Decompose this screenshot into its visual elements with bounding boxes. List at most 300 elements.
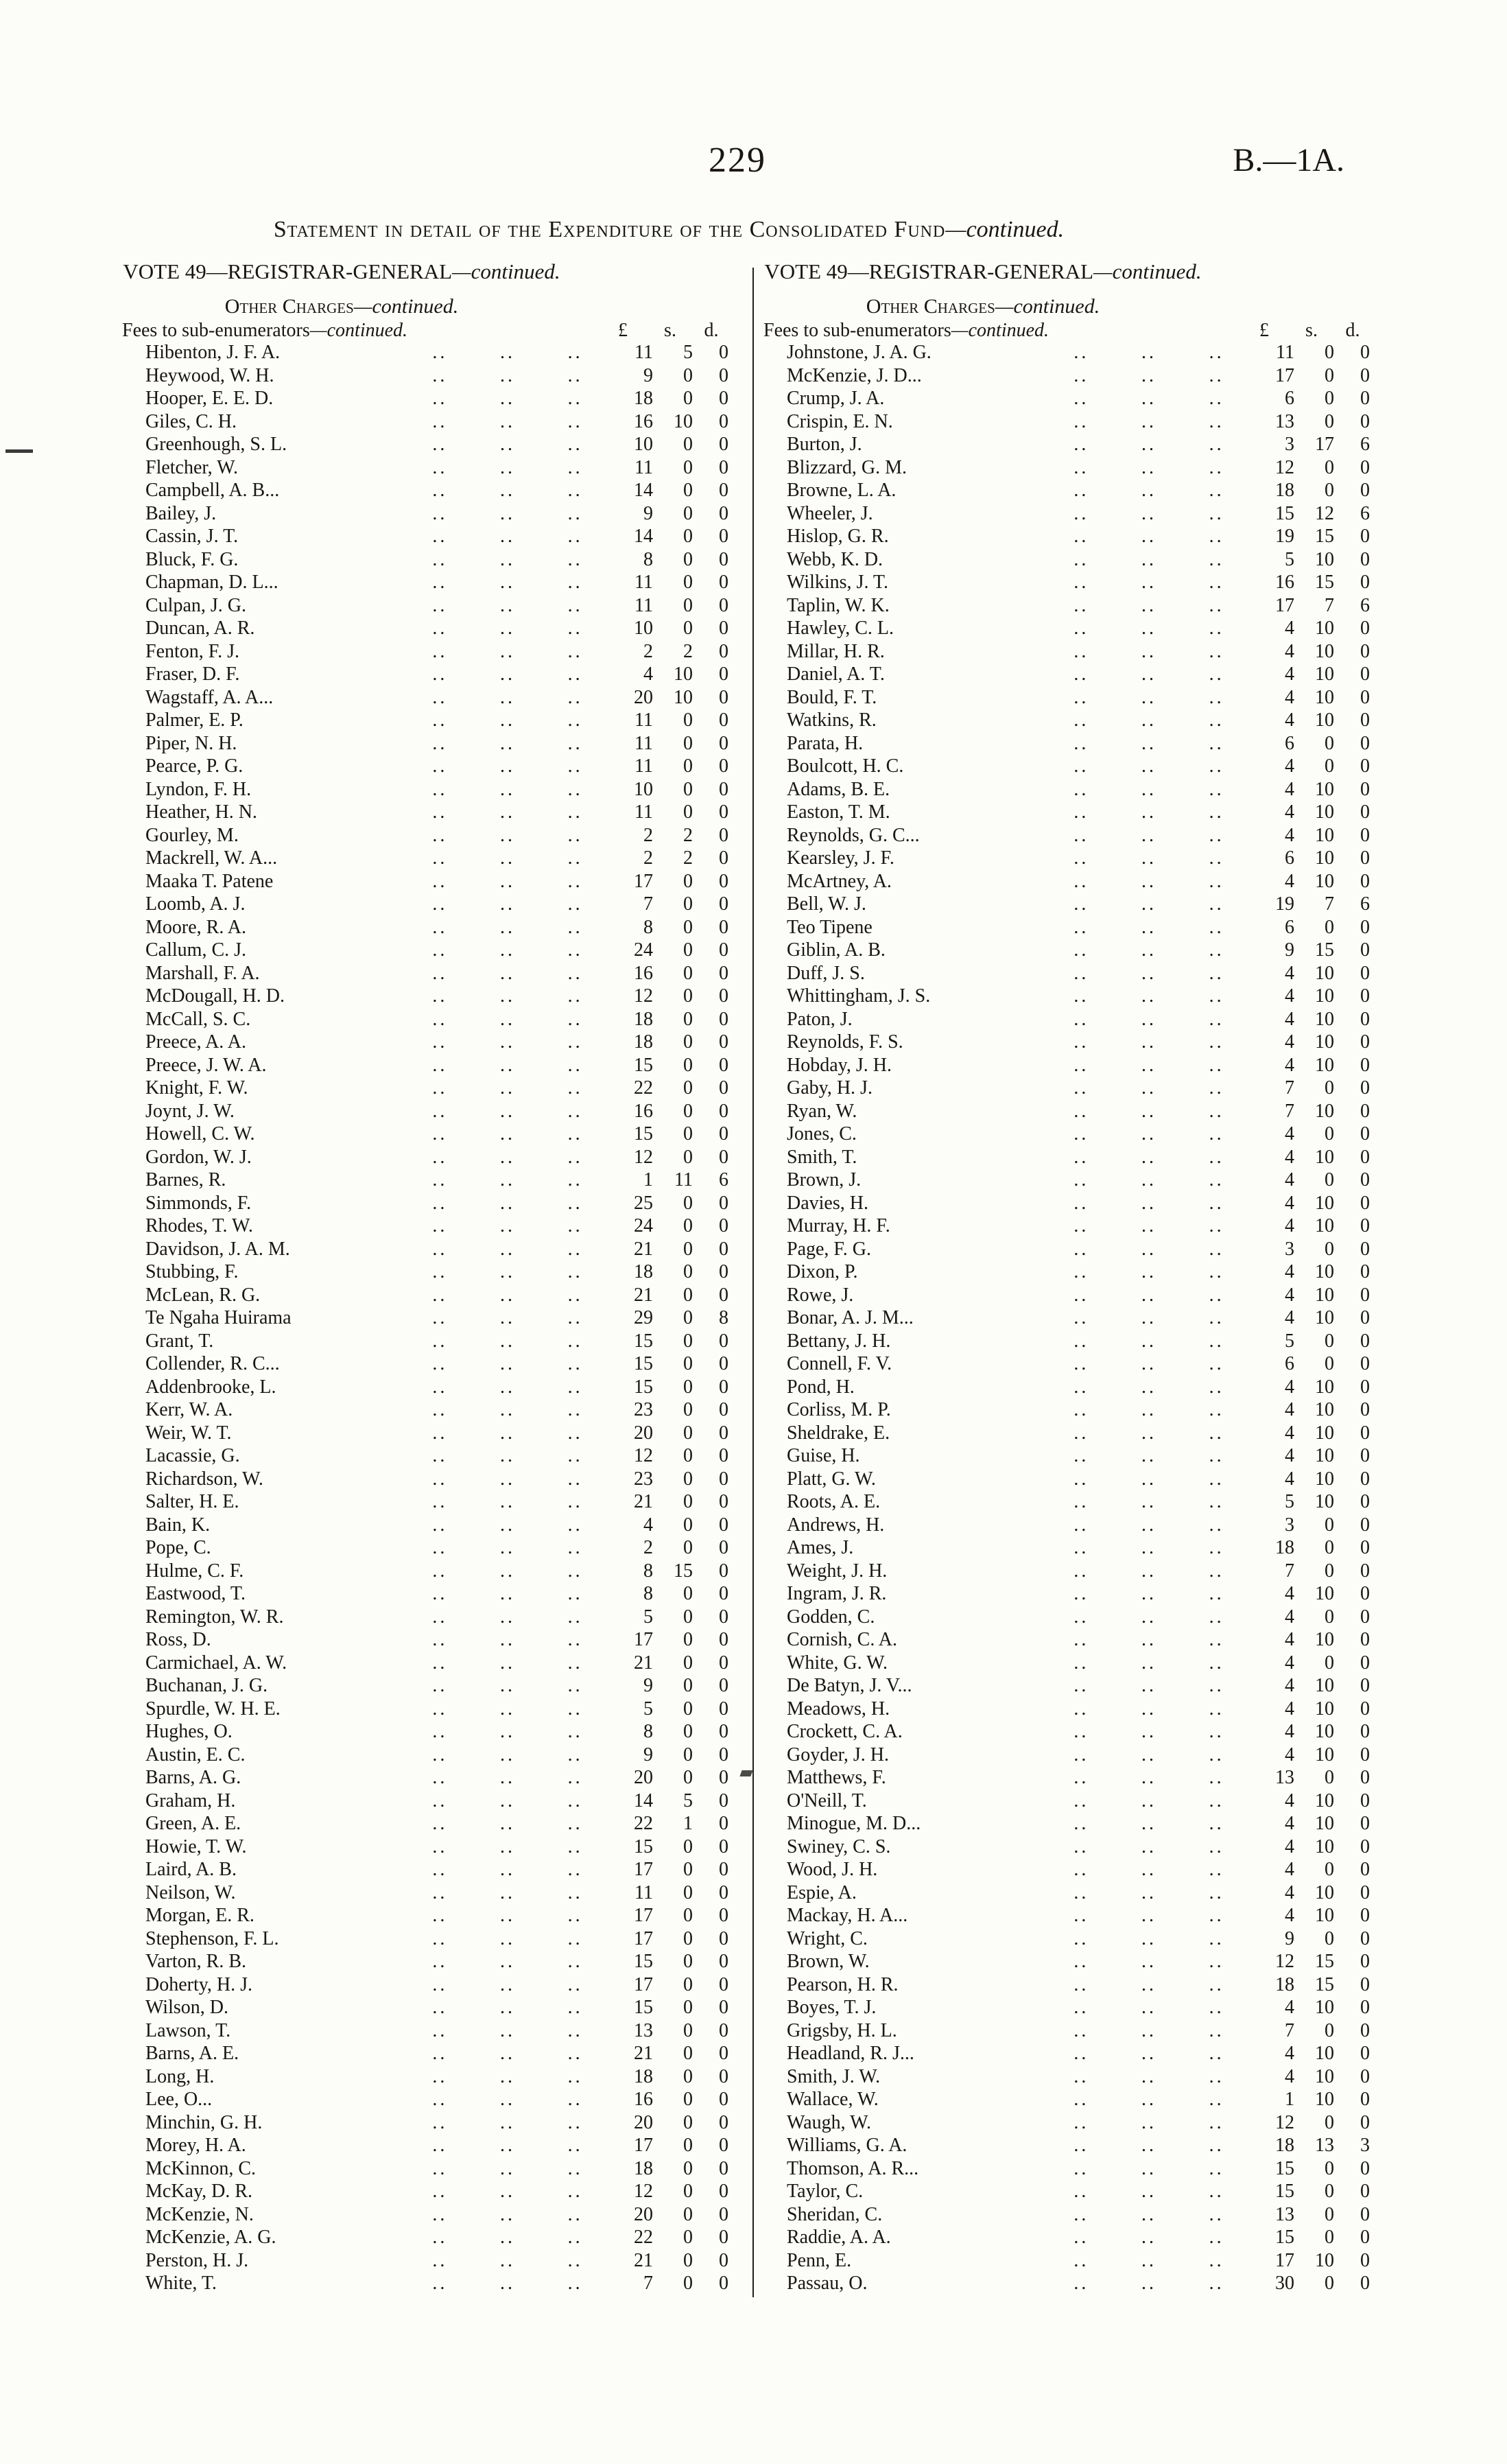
shillings-value: 10	[1315, 1054, 1334, 1076]
leader-dots: ..	[567, 1537, 583, 1558]
pence-value: 0	[719, 962, 728, 984]
table-row	[122, 847, 734, 871]
enumerator-name: Marshall, F. A.	[145, 962, 260, 984]
leader-dots: ..	[499, 1353, 515, 1374]
pounds-value: 7	[1285, 1560, 1294, 1582]
dot-leader	[1047, 503, 1250, 525]
enumerator-name: Preece, J. W. A.	[145, 1054, 267, 1076]
leader-dots: ..	[432, 1353, 448, 1374]
pence-value: 0	[1360, 2181, 1370, 2202]
enumerator-name: Pond, H.	[787, 1376, 855, 1398]
table-row	[763, 549, 1375, 572]
pounds-value: 4	[1285, 1698, 1294, 1720]
shillings-value: 10	[1315, 1284, 1334, 1306]
leader-dots: ..	[1141, 1031, 1156, 1053]
leader-dots: ..	[432, 1835, 448, 1857]
leader-dots: ..	[1209, 985, 1224, 1007]
table-row	[122, 1767, 734, 1790]
pounds-value: 15	[634, 1353, 653, 1374]
pounds-value: 4	[1285, 1008, 1294, 1030]
leader-dots: ..	[567, 1652, 583, 1674]
table-row	[763, 1583, 1375, 1606]
leader-dots: ..	[1141, 893, 1156, 915]
pence-value: 0	[719, 2065, 728, 2087]
leader-dots: ..	[567, 1491, 583, 1512]
pounds-value: 4	[1285, 1192, 1294, 1214]
leader-dots: ..	[1209, 2135, 1224, 2156]
shillings-value: 0	[683, 456, 693, 478]
leader-dots: ..	[567, 801, 583, 823]
enumerator-name: Hulme, C. F.	[145, 1560, 244, 1582]
dot-leader	[406, 2181, 609, 2203]
table-row	[122, 1997, 734, 2020]
pence-value: 0	[719, 1835, 728, 1857]
shillings-value: 0	[683, 548, 693, 570]
leader-dots: ..	[567, 870, 583, 892]
leader-dots: ..	[567, 1123, 583, 1145]
dot-leader	[1047, 985, 1250, 1007]
other-charges-text: Other Charges	[866, 295, 995, 318]
pounds-value: 23	[634, 1399, 653, 1420]
enumerator-name: Neilson, W.	[145, 1881, 236, 1903]
vote-heading-text: VOTE 49—REGISTRAR-GENERAL	[764, 259, 1094, 283]
table-row	[122, 1905, 734, 1928]
leader-dots: ..	[567, 1721, 583, 1742]
pounds-value: 12	[634, 1146, 653, 1168]
pounds-value: 4	[1285, 1583, 1294, 1604]
pence-value: 0	[719, 709, 728, 731]
shillings-value: 0	[683, 1353, 693, 1374]
dot-leader	[406, 1560, 609, 1582]
table-row	[763, 1193, 1375, 1216]
pence-value: 0	[1360, 1376, 1370, 1398]
shillings-value: 0	[683, 1905, 693, 1926]
shillings-value: 10	[1315, 985, 1334, 1007]
leader-dots: ..	[499, 1468, 515, 1490]
leader-dots: ..	[432, 755, 448, 777]
shillings-value: 10	[1315, 801, 1334, 823]
vote-heading-continued: —continued.	[452, 259, 560, 283]
leader-dots: ..	[499, 1514, 515, 1536]
pence-value: 0	[719, 755, 728, 777]
table-row	[122, 2158, 734, 2181]
dot-leader	[1047, 1215, 1250, 1237]
enumerator-name: Simmonds, F.	[145, 1192, 252, 1214]
enumerator-name: Buchanan, J. G.	[145, 1675, 268, 1696]
leader-dots: ..	[432, 2203, 448, 2225]
leader-dots: ..	[1073, 2111, 1089, 2133]
enumerator-name: Duff, J. S.	[787, 962, 865, 984]
pence-value: 0	[719, 1238, 728, 1260]
pounds-value: 14	[634, 1790, 653, 1811]
pence-value: 0	[1360, 870, 1370, 892]
dot-leader	[1047, 1905, 1250, 1927]
leader-dots: ..	[432, 664, 448, 685]
pounds-value: 4	[1285, 1399, 1294, 1420]
other-charges-heading	[122, 295, 561, 318]
enumerator-name: Morgan, E. R.	[145, 1905, 254, 1926]
leader-dots: ..	[1209, 2065, 1224, 2087]
leader-dots: ..	[1141, 1100, 1156, 1122]
fees-label-text: Fees to sub-enumerators	[122, 320, 310, 341]
shillings-value: 10	[1315, 1675, 1334, 1696]
leader-dots: ..	[567, 364, 583, 386]
leader-dots: ..	[1073, 1905, 1089, 1926]
pounds-value: 7	[1285, 2019, 1294, 2041]
pence-value: 0	[1360, 364, 1370, 386]
leader-dots: ..	[1209, 1629, 1224, 1650]
leader-dots: ..	[1073, 1169, 1089, 1190]
pence-value: 0	[1360, 1721, 1370, 1742]
table-row	[122, 2250, 734, 2273]
leader-dots: ..	[567, 1973, 583, 1995]
leader-dots: ..	[1209, 526, 1224, 547]
leader-dots: ..	[567, 456, 583, 478]
pounds-value: 9	[643, 1744, 653, 1765]
leader-dots: ..	[499, 1100, 515, 1122]
leader-dots: ..	[499, 686, 515, 708]
enumerator-name: Addenbrooke, L.	[145, 1376, 276, 1398]
shillings-value: 0	[683, 1422, 693, 1444]
enumerator-name: Murray, H. F.	[787, 1215, 890, 1236]
leader-dots: ..	[1141, 1951, 1156, 1972]
leader-dots: ..	[432, 1008, 448, 1030]
table-row	[122, 1193, 734, 1216]
dot-leader	[1047, 2089, 1250, 2111]
leader-dots: ..	[499, 1238, 515, 1260]
leader-dots: ..	[1073, 1330, 1089, 1352]
leader-dots: ..	[567, 640, 583, 662]
leader-dots: ..	[1209, 1077, 1224, 1099]
leader-dots: ..	[1141, 1767, 1156, 1788]
leader-dots: ..	[1073, 364, 1089, 386]
pence-value: 0	[1360, 1491, 1370, 1512]
leader-dots: ..	[1209, 1169, 1224, 1190]
leader-dots: ..	[499, 801, 515, 823]
enumerator-name: Wood, J. H.	[787, 1859, 878, 1880]
leader-dots: ..	[499, 2019, 515, 2041]
leader-dots: ..	[432, 1973, 448, 1995]
pounds-value: 4	[1285, 686, 1294, 708]
table-row	[763, 434, 1375, 457]
leader-dots: ..	[432, 2089, 448, 2110]
dot-leader	[1047, 480, 1250, 502]
enumerator-name: Hughes, O.	[145, 1721, 233, 1742]
pence-value: 0	[719, 1399, 728, 1420]
pounds-value: 15	[634, 1123, 653, 1145]
enumerator-name: Williams, G. A.	[787, 2135, 907, 2156]
dot-leader	[406, 480, 609, 502]
enumerator-name: Cassin, J. T.	[145, 526, 239, 547]
table-row	[122, 503, 734, 526]
leader-dots: ..	[1073, 939, 1089, 961]
table-row	[763, 1353, 1375, 1376]
leader-dots: ..	[567, 618, 583, 639]
enumerator-name: Easton, T. M.	[787, 801, 890, 823]
dot-leader	[406, 1583, 609, 1605]
pence-value: 0	[719, 480, 728, 501]
enumerator-name: Bell, W. J.	[787, 893, 866, 915]
shillings-value: 0	[1325, 456, 1334, 478]
leader-dots: ..	[432, 962, 448, 984]
pence-value: 0	[1360, 664, 1370, 685]
pence-value: 0	[1360, 916, 1370, 938]
shillings-value: 0	[1325, 732, 1334, 754]
shillings-value: 0	[683, 893, 693, 915]
pounds-value: 13	[1275, 410, 1294, 432]
leader-dots: ..	[1073, 1721, 1089, 1742]
pounds-value: 6	[1285, 388, 1294, 409]
pounds-value: 18	[1275, 480, 1294, 501]
leader-dots: ..	[1073, 1675, 1089, 1696]
leader-dots: ..	[567, 1054, 583, 1076]
dot-leader	[1047, 1031, 1250, 1053]
enumerator-name: Goyder, J. H.	[787, 1744, 889, 1765]
table-row	[763, 664, 1375, 687]
pence-value: 0	[719, 1100, 728, 1122]
dot-leader	[406, 1491, 609, 1513]
dot-leader	[406, 388, 609, 410]
shillings-value: 0	[683, 2065, 693, 2087]
dot-leader	[406, 1652, 609, 1674]
leader-dots: ..	[499, 1422, 515, 1444]
pounds-value: 12	[1275, 1951, 1294, 1972]
dot-leader	[1047, 1652, 1250, 1674]
leader-dots: ..	[1209, 640, 1224, 662]
leader-dots: ..	[432, 1376, 448, 1398]
pence-value: 0	[719, 1192, 728, 1214]
enumerator-name: Taylor, C.	[787, 2181, 864, 2202]
enumerator-name: Millar, H. R.	[787, 640, 885, 662]
pence-value: 0	[1360, 1790, 1370, 1811]
shillings-value: 0	[683, 1238, 693, 1260]
pence-value: 0	[719, 342, 728, 363]
pence-value: 0	[719, 1790, 728, 1811]
dot-leader	[1047, 2204, 1250, 2226]
leader-dots: ..	[1209, 1767, 1224, 1788]
leader-dots: ..	[499, 1997, 515, 2018]
dot-leader	[406, 1997, 609, 2019]
pence-value: 0	[719, 1330, 728, 1352]
pence-value: 0	[1360, 1698, 1370, 1720]
table-row	[763, 1675, 1375, 1698]
pence-value: 0	[719, 1284, 728, 1306]
shillings-value: 1	[683, 1813, 693, 1834]
leader-dots: ..	[567, 2089, 583, 2110]
pence-value: 0	[1360, 1169, 1370, 1190]
pence-value: 0	[1360, 2111, 1370, 2133]
leader-dots: ..	[1209, 870, 1224, 892]
pounds-value: 12	[1275, 2111, 1294, 2133]
enumerator-name: Smith, J. W.	[787, 2065, 881, 2087]
leader-dots: ..	[499, 1146, 515, 1168]
leader-dots: ..	[432, 1445, 448, 1466]
pounds-value: 20	[634, 686, 653, 708]
leader-dots: ..	[1141, 1927, 1156, 1949]
leader-dots: ..	[567, 1077, 583, 1099]
enumerator-name: Davies, H.	[787, 1192, 868, 1214]
enumerator-name: Ross, D.	[145, 1629, 211, 1650]
table-row	[122, 1101, 734, 1124]
pounds-value: 21	[634, 2043, 653, 2064]
enumerator-name: Joynt, J. W.	[145, 1100, 235, 1122]
pence-value: 0	[719, 1629, 728, 1650]
table-row	[763, 2089, 1375, 2112]
table-row	[763, 2158, 1375, 2181]
leader-dots: ..	[1073, 1123, 1089, 1145]
leader-dots: ..	[1073, 1813, 1089, 1834]
leader-dots: ..	[567, 916, 583, 938]
pence-header: d.	[1345, 320, 1360, 341]
enumerator-name: Maaka T. Patene	[145, 870, 274, 892]
shillings-value: 0	[1325, 480, 1334, 501]
leader-dots: ..	[1141, 916, 1156, 938]
shillings-value: 10	[1315, 1192, 1334, 1214]
leader-dots: ..	[1209, 1537, 1224, 1558]
pounds-value: 24	[634, 939, 653, 961]
shillings-value: 0	[1325, 2181, 1334, 2202]
enumerator-name: Bluck, F. G.	[145, 548, 239, 570]
leader-dots: ..	[567, 1606, 583, 1628]
enumerator-name: Matthews, F.	[787, 1767, 886, 1788]
dot-leader	[406, 779, 609, 801]
leader-dots: ..	[1141, 847, 1156, 869]
leader-dots: ..	[1141, 434, 1156, 455]
table-row	[122, 595, 734, 618]
leader-dots: ..	[1209, 1606, 1224, 1628]
leader-dots: ..	[1209, 456, 1224, 478]
fees-table-left	[122, 342, 734, 2296]
enumerator-name: Webb, K. D.	[787, 548, 883, 570]
table-row	[122, 939, 734, 963]
table-row	[763, 1284, 1375, 1308]
dot-leader	[406, 1307, 609, 1329]
leader-dots: ..	[567, 410, 583, 432]
table-row	[763, 1468, 1375, 1492]
dot-leader	[406, 847, 609, 869]
shillings-value: 15	[1315, 572, 1334, 593]
leader-dots: ..	[567, 778, 583, 800]
pounds-value: 17	[1275, 2249, 1294, 2271]
pounds-value: 20	[634, 2203, 653, 2225]
shillings-value: 0	[683, 1881, 693, 1903]
enumerator-name: O'Neill, T.	[787, 1790, 867, 1811]
leader-dots: ..	[567, 962, 583, 984]
dot-leader	[1047, 1721, 1250, 1743]
dot-leader	[1047, 1193, 1250, 1215]
pounds-value: 8	[643, 1721, 653, 1742]
leader-dots: ..	[1073, 916, 1089, 938]
enumerator-name: Remington, W. R.	[145, 1606, 284, 1628]
leader-dots: ..	[1141, 1261, 1156, 1282]
enumerator-name: McKinnon, C.	[145, 2157, 256, 2179]
table-row	[122, 1537, 734, 1560]
leader-dots: ..	[432, 1307, 448, 1328]
shillings-value: 0	[683, 1927, 693, 1949]
dot-leader	[1047, 457, 1250, 479]
enumerator-name: Grant, T.	[145, 1330, 214, 1352]
table-row	[763, 1239, 1375, 1262]
leader-dots: ..	[1209, 572, 1224, 593]
enumerator-name: Salter, H. E.	[145, 1491, 239, 1512]
leader-dots: ..	[1073, 618, 1089, 639]
leader-dots: ..	[1209, 1859, 1224, 1880]
dot-leader	[406, 1905, 609, 1927]
leader-dots: ..	[567, 572, 583, 593]
table-row	[763, 1813, 1375, 1836]
leader-dots: ..	[1073, 2019, 1089, 2041]
leader-dots: ..	[1141, 1284, 1156, 1306]
leader-dots: ..	[567, 1284, 583, 1306]
pence-value: 0	[719, 1560, 728, 1582]
leader-dots: ..	[1073, 1973, 1089, 1995]
enumerator-name: Stephenson, F. L.	[145, 1927, 279, 1949]
pounds-value: 18	[634, 1031, 653, 1053]
pounds-value: 5	[1285, 1330, 1294, 1352]
dot-leader	[406, 2112, 609, 2134]
dot-leader	[1047, 1491, 1250, 1513]
enumerator-name: Smith, T.	[787, 1146, 857, 1168]
enumerator-name: Godden, C.	[787, 1606, 875, 1628]
leader-dots: ..	[432, 1583, 448, 1604]
shillings-value: 10	[1315, 1905, 1334, 1926]
dot-leader	[1047, 1675, 1250, 1697]
dot-leader	[406, 733, 609, 755]
pounds-value: 30	[1275, 2273, 1294, 2294]
shillings-value: 10	[1315, 2089, 1334, 2110]
shillings-value: 0	[683, 985, 693, 1007]
shillings-value: 0	[683, 709, 693, 731]
leader-dots: ..	[567, 2203, 583, 2225]
shillings-value: 10	[1315, 1790, 1334, 1811]
enumerator-name: Chapman, D. L...	[145, 572, 278, 593]
dot-leader	[1047, 641, 1250, 663]
dot-leader	[406, 1123, 609, 1145]
pounds-value: 5	[643, 1698, 653, 1720]
dot-leader	[1047, 549, 1250, 571]
dot-leader	[406, 457, 609, 479]
leader-dots: ..	[432, 824, 448, 846]
leader-dots: ..	[1209, 2273, 1224, 2294]
shillings-value: 0	[683, 732, 693, 754]
leader-dots: ..	[499, 847, 515, 869]
leader-dots: ..	[1209, 1330, 1224, 1352]
dot-leader	[406, 709, 609, 731]
leader-dots: ..	[1073, 526, 1089, 547]
table-row	[122, 342, 734, 365]
leader-dots: ..	[1209, 1215, 1224, 1236]
pence-value: 0	[719, 1675, 728, 1696]
leader-dots: ..	[1073, 502, 1089, 524]
shillings-value: 0	[1325, 1077, 1334, 1099]
leader-dots: ..	[499, 1031, 515, 1053]
other-charges-continued: —continued.	[353, 295, 459, 318]
enumerator-name: Blizzard, G. M.	[787, 456, 907, 478]
leader-dots: ..	[1209, 847, 1224, 869]
leader-dots: ..	[567, 1675, 583, 1696]
dot-leader	[406, 917, 609, 939]
pence-value: 0	[719, 2273, 728, 2294]
enumerator-name: Richardson, W.	[145, 1468, 263, 1490]
enumerator-name: Callum, C. J.	[145, 939, 247, 961]
enumerator-name: Meadows, H.	[787, 1698, 890, 1720]
pounds-value: 4	[1285, 1031, 1294, 1053]
leader-dots: ..	[1141, 410, 1156, 432]
pounds-value: 21	[634, 1284, 653, 1306]
table-row	[763, 985, 1375, 1009]
pence-value: 0	[719, 1031, 728, 1053]
dot-leader	[406, 687, 609, 709]
